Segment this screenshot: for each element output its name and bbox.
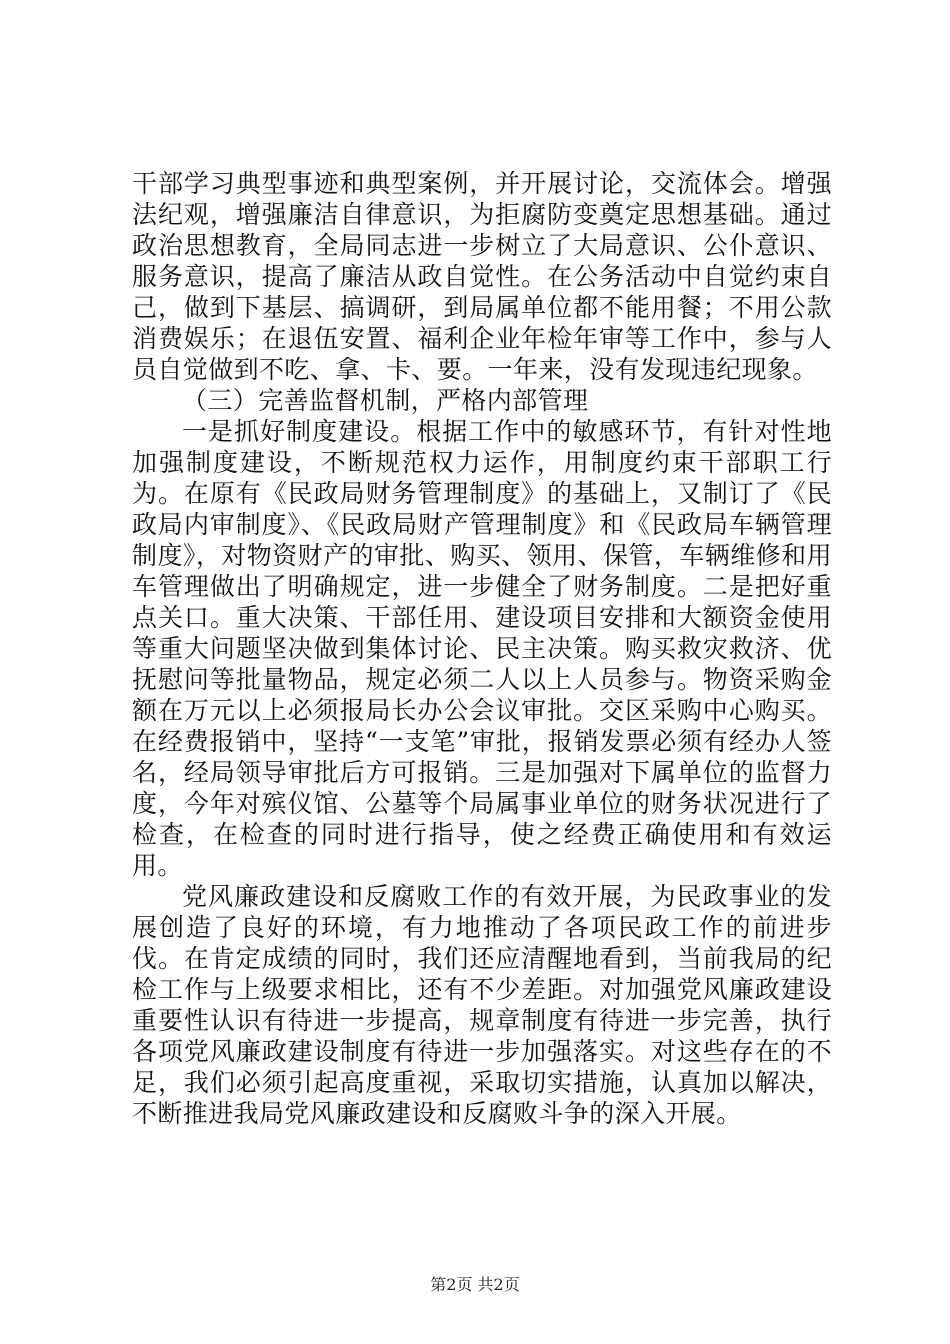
document-body [132,168,832,1129]
section-heading: （三）完善监督机制，严格内部管理 [182,386,589,415]
paragraph-conclusion: 党风廉政建设和反腐败工作的有效开展，为民政事业的发展创造了良好的环境，有力地推动了各项民政工作的前进步伐。在肯定成绩的同时，我们还应清醒地看到，当前我局的纪检工作与上级要求相比，还有不少差距。对加强党风廉政建设重要性认识有待进一步提高，规章制度有待进一步完善，执行各项党风廉政建设制度有待进一步加强落实。对这些存在的不足，我们必须引起高度重视，采取切实措施，认真加以解决，不断推进我局党风廉政建设和反腐败斗争的深入开展。 [132,882,832,1128]
paragraph-continuation: 干部学习典型事迹和典型案例，并开展讨论，交流体会。增强法纪观，增强廉洁自律意识，为拒腐防变奠定思想基础。通过政治思想教育，全局同志进一步树立了大局意识、公仆意识、服务意识，提高了廉洁从政自觉性。在公务活动中自觉约束自己，做到下基层、搞调研，到局属单位都不能用餐；不用公款消费娱乐；在退伍安置、福利企业年检年审等工作中，参与人员自觉做到不吃、拿、卡、要。一年来，没有发现违纪现象。 [132,169,832,384]
page-number-footer: 第2页 共2页 [430,1275,520,1294]
paragraph-system-building: 一是抓好制度建设。根据工作中的敏感环节，有针对性地加强制度建设，不断规范权力运作，用制度约束干部职工行为。在原有《民政局财务管理制度》的基础上，又制订了《民政局内审制度》、《民政局财产管理制度》和《民政局车辆管理制度》，对物资财产的审批、购买、领用、保管，车辆维修和用车管理做出了明确规定，进一步健全了财务制度。二是把好重点关口。重大决策、干部任用、建设项目安排和大额资金使用等重大问题坚决做到集体讨论、民主决策。购买救灾救济、优抚慰问等批量物品，规定必须二人以上人员参与。物资采购金额在万元以上必须报局长办公会议审批。交区采购中心购买。在经费报销中，坚持“一支笔”审批，报销发票必须有经办人签名，经局领导审批后方可报销。三是加强对下属单位的监督力度，今年对殡仪馆、公墓等个局属事业单位的财务状况进行了检查，在检查的同时进行指导，使之经费正确使用和有效运用。 [132,417,832,880]
